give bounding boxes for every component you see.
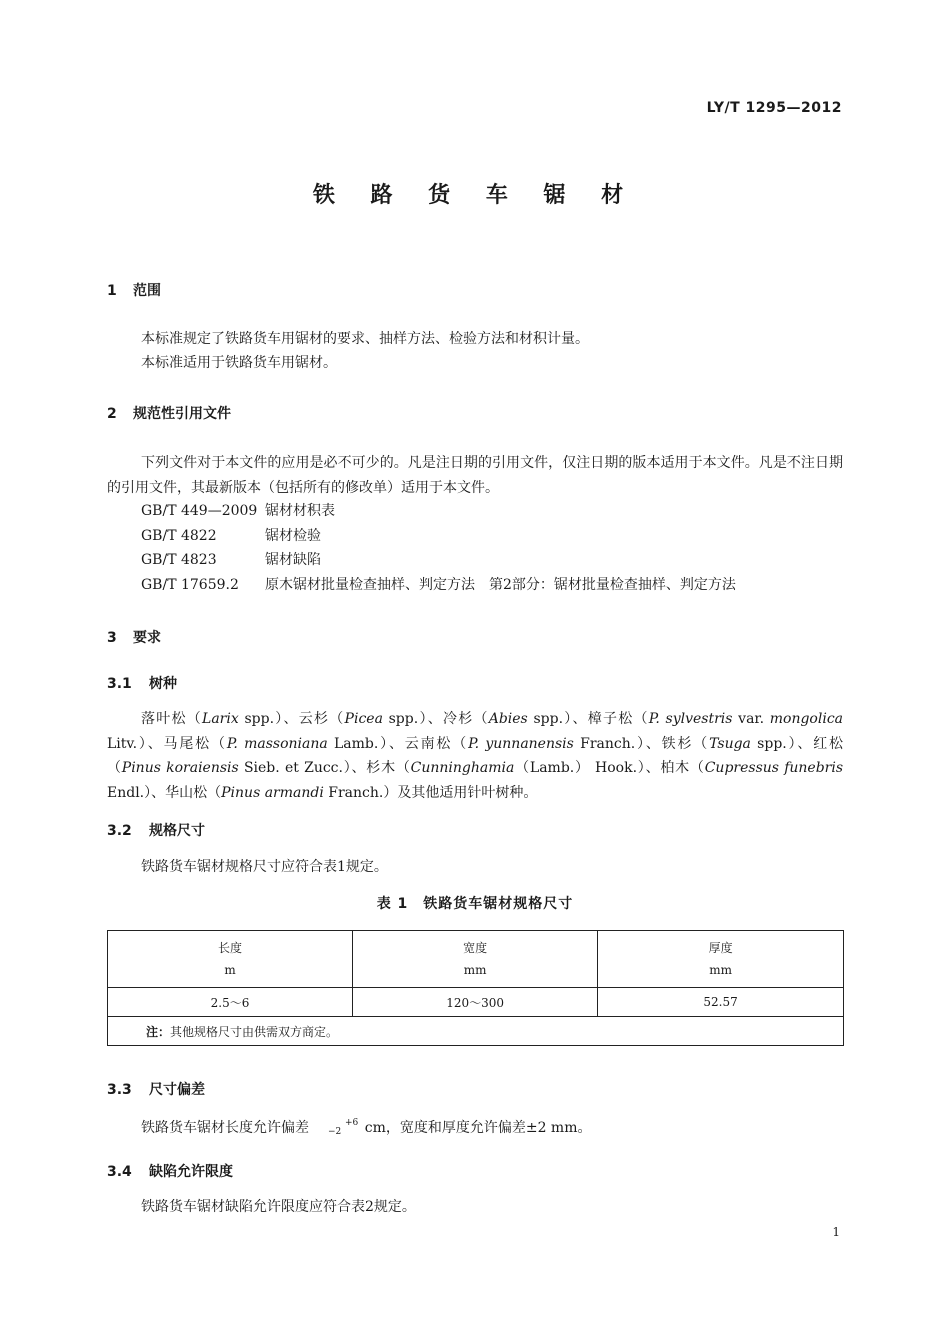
tolerance-value: +6 −2 xyxy=(328,1118,359,1137)
section-number: 3.1 xyxy=(107,676,132,692)
section-title: 范围 xyxy=(133,283,161,299)
reference-item xyxy=(141,500,335,520)
table-header-cell: 长度 m xyxy=(108,931,353,988)
species-paragraph: 落叶松（Larix spp.）、云杉（Picea spp.）、冷杉（Abies spp.）、樟子松（P. sylvestris var. mongolica Litv.）、马尾松（P. massoniana Lamb.）、云南松（P. yunnanensis Franch.）、铁杉（Tsuga spp.）、红松（Pinus koraiensis Sieb. et Zucc.）、杉木（Cunninghamia（Lamb.） Hook.）、柏木（Cupressus funebris Endl.）、华山松（Pinus armandi Franch.）及其他适用针叶树种。 xyxy=(107,711,844,801)
reference-item xyxy=(141,525,321,545)
section-title: 规格尺寸 xyxy=(149,823,205,839)
section-2-heading xyxy=(107,403,231,423)
section-3-4-heading xyxy=(107,1161,233,1181)
section-3-1-heading xyxy=(107,673,177,693)
reference-name: 锯材缺陷 xyxy=(265,552,321,568)
table-header-cell: 宽度 mm xyxy=(353,931,598,988)
paragraph: 本标准规定了铁路货车用锯材的要求、抽样方法、检验方法和材积计量。 xyxy=(141,331,589,347)
section-3-heading xyxy=(107,627,161,647)
table-note-row xyxy=(108,1017,844,1046)
paragraph: 铁路货车锯材规格尺寸应符合表1规定。 xyxy=(141,859,388,875)
table-cell: 120～300 xyxy=(353,988,598,1017)
reference-name: 锯材检验 xyxy=(265,528,321,544)
table-cell: 52.57 xyxy=(598,988,844,1017)
table-header-cell: 厚度 mm xyxy=(598,931,844,988)
reference-item xyxy=(141,574,736,594)
section-number: 2 xyxy=(107,406,117,422)
section-number: 1 xyxy=(107,283,117,299)
reference-name: 原木锯材批量检查抽样、判定方法 第2部分：锯材批量检查抽样、判定方法 xyxy=(265,577,736,593)
section-title: 树种 xyxy=(149,676,177,692)
section-number: 3 xyxy=(107,630,117,646)
section-number: 3.4 xyxy=(107,1164,132,1180)
table-header-row xyxy=(108,931,844,988)
paragraph: 铁路货车锯材缺陷允许限度应符合表2规定。 xyxy=(141,1199,416,1215)
section-title: 缺陷允许限度 xyxy=(149,1164,233,1180)
table-row xyxy=(108,988,844,1017)
table-note: 注：其他规格尺寸由供需双方商定。 xyxy=(108,1017,844,1046)
reference-code: GB/T 4822 xyxy=(141,528,217,544)
paragraph: 下列文件对于本文件的应用是必不可少的。凡是注日期的引用文件，仅注日期的版本适用于本文件。凡是不注日期的引用文件，其最新版本（包括所有的修改单）适用于本文件。 xyxy=(107,455,843,496)
section-3-2-heading xyxy=(107,820,205,840)
section-title: 要求 xyxy=(133,630,161,646)
reference-code: GB/T 449—2009 xyxy=(141,503,258,519)
reference-code: GB/T 4823 xyxy=(141,552,217,568)
section-1-heading xyxy=(107,280,161,300)
table-1-caption: 表 1 铁路货车锯材规格尺寸 xyxy=(376,896,574,912)
reference-name: 锯材材积表 xyxy=(265,503,335,519)
reference-item xyxy=(141,549,321,569)
section-number: 3.2 xyxy=(107,823,132,839)
reference-code: GB/T 17659.2 xyxy=(141,577,239,593)
section-title: 尺寸偏差 xyxy=(149,1082,205,1098)
page-title: 铁 路 货 车 锯 材 xyxy=(312,183,638,208)
section-number: 3.3 xyxy=(107,1082,132,1098)
document-code: LY/T 1295—2012 xyxy=(706,100,842,116)
paragraph: 本标准适用于铁路货车用锯材。 xyxy=(141,355,337,371)
page-number: 1 xyxy=(832,1225,840,1239)
section-title: 规范性引用文件 xyxy=(133,406,231,422)
table-1 xyxy=(107,930,844,1046)
tolerance-paragraph: 铁路货车锯材长度允许偏差 +6 −2 cm，宽度和厚度允许偏差±2 mm。 xyxy=(141,1118,592,1137)
table-cell: 2.5～6 xyxy=(108,988,353,1017)
section-3-3-heading xyxy=(107,1079,205,1099)
